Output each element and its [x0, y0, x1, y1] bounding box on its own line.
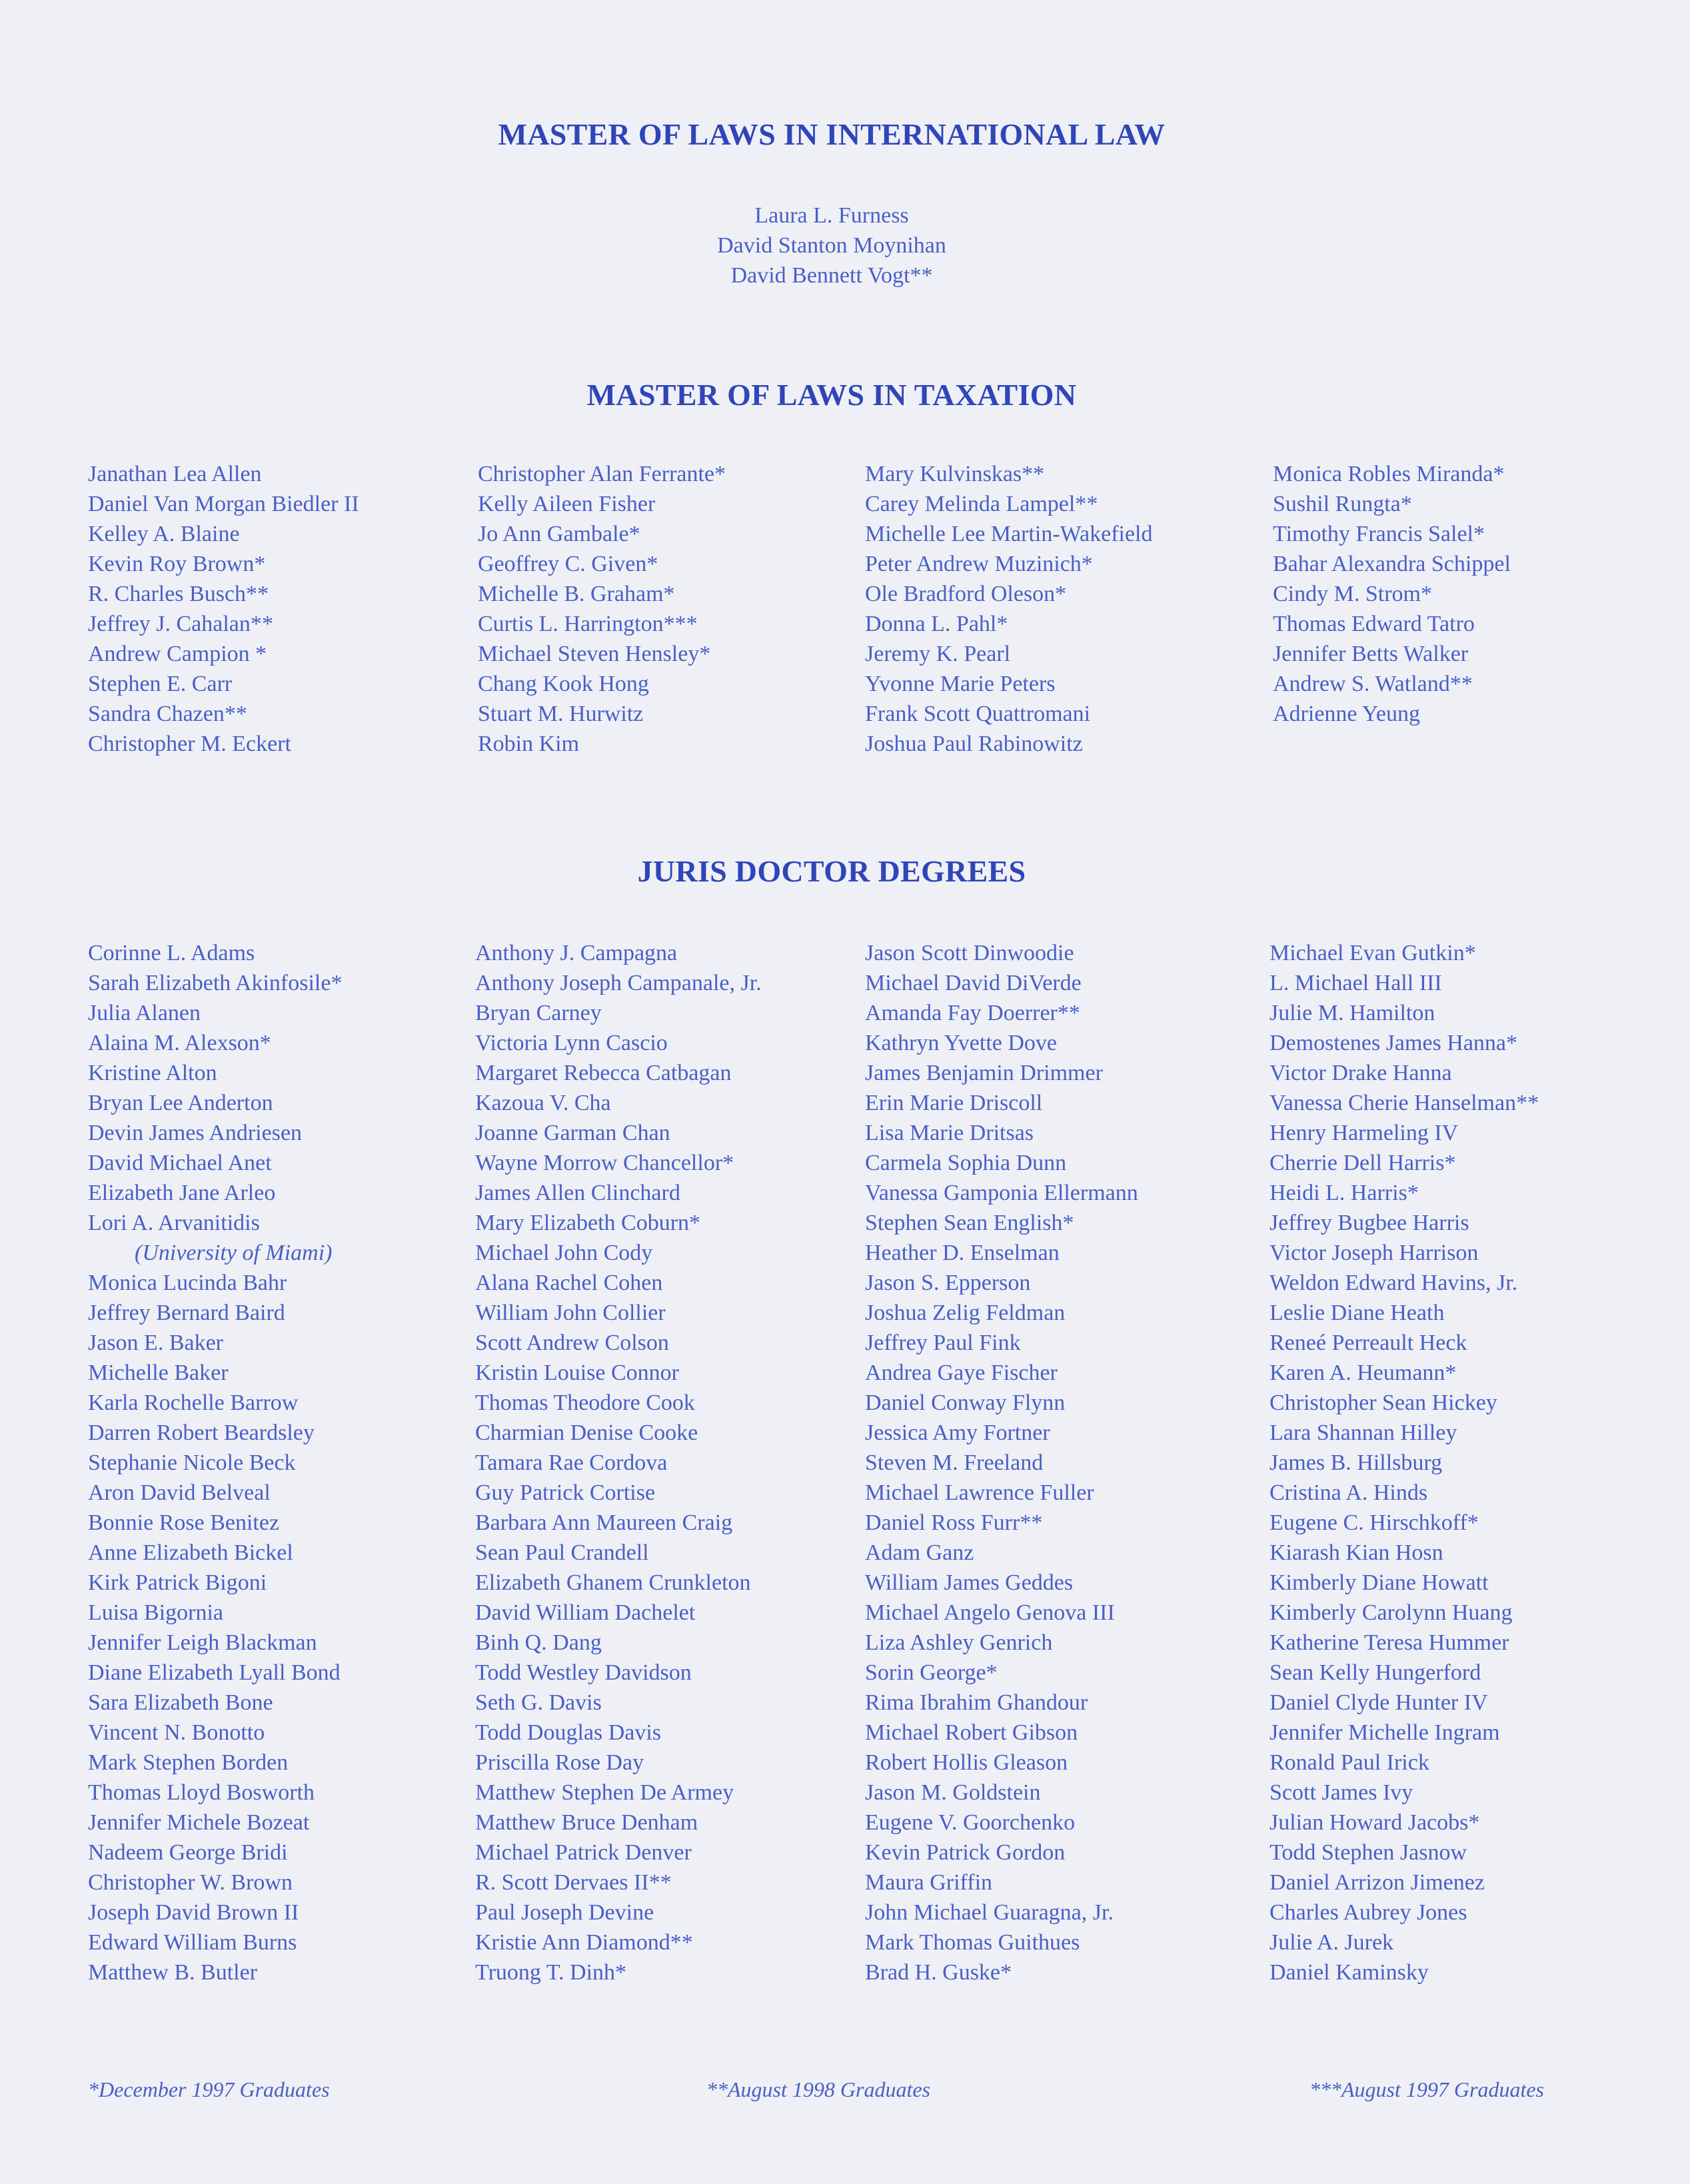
graduate-name: Jeffrey Bernard Baird: [88, 1301, 285, 1325]
graduate-name: Jessica Amy Fortner: [865, 1420, 1050, 1445]
graduate-name: Weldon Edward Havins, Jr.: [1269, 1271, 1518, 1295]
graduate-name: Sara Elizabeth Bone: [88, 1690, 273, 1715]
graduate-name: Janathan Lea Allen: [88, 462, 262, 486]
graduate-name: Guy Patrick Cortise: [475, 1480, 656, 1505]
graduate-name: Alana Rachel Cohen: [475, 1271, 663, 1295]
graduate-name: Eugene C. Hirschkoff*: [1269, 1510, 1479, 1535]
graduate-name: Katherine Teresa Hummer: [1269, 1630, 1509, 1655]
heading-juris-doctor: JURIS DOCTOR DEGREES: [637, 854, 1026, 888]
graduate-name: Tamara Rae Cordova: [475, 1450, 668, 1475]
graduate-name: Anthony Joseph Campanale, Jr.: [475, 971, 762, 995]
graduate-name: William John Collier: [475, 1301, 666, 1325]
graduate-name: Frank Scott Quattromani: [865, 702, 1091, 726]
graduate-name: Adam Ganz: [865, 1540, 974, 1565]
graduate-name: Seth G. Davis: [475, 1690, 602, 1715]
graduate-name: Reneé Perreault Heck: [1269, 1331, 1467, 1355]
graduate-name: Christopher Sean Hickey: [1269, 1390, 1497, 1415]
graduate-name: Amanda Fay Doerrer**: [865, 1001, 1080, 1025]
graduate-name: David Stanton Moynihan: [717, 233, 946, 258]
graduate-name: Mark Stephen Borden: [88, 1750, 289, 1775]
graduate-name: Cristina A. Hinds: [1269, 1480, 1428, 1505]
taxation-column-4: [1273, 459, 1511, 729]
graduate-name: Joseph David Brown II: [88, 1900, 299, 1925]
graduate-name: Victor Joseph Harrison: [1269, 1241, 1479, 1265]
graduate-name: Todd Douglas Davis: [475, 1720, 662, 1745]
graduate-school-note: (University of Miami): [135, 1241, 333, 1265]
graduate-name: Leslie Diane Heath: [1269, 1301, 1445, 1325]
graduate-name: Charmian Denise Cooke: [475, 1420, 698, 1445]
graduate-name: Thomas Edward Tatro: [1273, 612, 1475, 636]
graduate-name: Wayne Morrow Chancellor*: [475, 1151, 734, 1175]
graduate-name: Carey Melinda Lampel**: [865, 492, 1098, 516]
graduate-name: Brad H. Guske*: [865, 1960, 1012, 1985]
graduate-name: Vincent N. Bonotto: [88, 1720, 265, 1745]
footnote-august-1997: ***August 1997 Graduates: [1309, 2077, 1544, 2101]
graduate-name: Bryan Carney: [475, 1001, 602, 1025]
taxation-column-2: [478, 459, 726, 759]
graduate-name: Scott James Ivy: [1269, 1780, 1413, 1805]
graduate-name: Yvonne Marie Peters: [865, 672, 1056, 696]
graduate-name: Daniel Conway Flynn: [865, 1390, 1066, 1415]
graduate-name: Mark Thomas Guithues: [865, 1930, 1080, 1955]
graduate-name: Christopher M. Eckert: [88, 732, 291, 756]
graduate-name: Todd Stephen Jasnow: [1269, 1840, 1467, 1865]
graduate-name: Daniel Arrizon Jimenez: [1269, 1870, 1485, 1895]
graduate-name: Ronald Paul Irick: [1269, 1750, 1429, 1775]
jd-column-4: [1269, 938, 1539, 1987]
graduate-name: Nadeem George Bridi: [88, 1840, 288, 1865]
graduate-name: Stuart M. Hurwitz: [478, 702, 644, 726]
graduate-name: Robin Kim: [478, 732, 580, 756]
graduate-name: Thomas Lloyd Bosworth: [88, 1780, 315, 1805]
graduate-name: Henry Harmeling IV: [1269, 1121, 1459, 1145]
jd-column-1: [88, 938, 342, 1987]
graduate-name: James Allen Clinchard: [475, 1181, 680, 1205]
graduate-name: Michael Lawrence Fuller: [865, 1480, 1094, 1505]
graduate-name: Michael Robert Gibson: [865, 1720, 1078, 1745]
graduate-name: Kiarash Kian Hosn: [1269, 1540, 1443, 1565]
graduate-name: Paul Joseph Devine: [475, 1900, 654, 1925]
graduate-name: Jennifer Betts Walker: [1273, 642, 1469, 666]
graduate-name: Andrea Gaye Fischer: [865, 1361, 1058, 1385]
graduate-name: Cherrie Dell Harris*: [1269, 1151, 1456, 1175]
graduate-name: Timothy Francis Salel*: [1273, 522, 1485, 546]
footnote-august-1998: **August 1998 Graduates: [706, 2077, 930, 2101]
graduate-name: Eugene V. Goorchenko: [865, 1810, 1076, 1835]
graduate-name: Kazoua V. Cha: [475, 1091, 611, 1115]
graduate-name: Rima Ibrahim Ghandour: [865, 1690, 1088, 1715]
graduate-name: Alaina M. Alexson*: [88, 1031, 271, 1055]
graduate-name: Sandra Chazen**: [88, 702, 247, 726]
graduate-name: Kathryn Yvette Dove: [865, 1031, 1058, 1055]
graduate-name: R. Scott Dervaes II**: [475, 1870, 672, 1895]
graduate-name: R. Charles Busch**: [88, 582, 269, 606]
graduate-name: Kirk Patrick Bigoni: [88, 1570, 267, 1595]
graduate-name: Vanessa Gamponia Ellermann: [865, 1181, 1138, 1205]
graduate-name: Jason E. Baker: [88, 1331, 224, 1355]
graduate-name: William James Geddes: [865, 1570, 1074, 1595]
graduate-name: Kimberly Carolynn Huang: [1269, 1600, 1513, 1625]
graduate-name: David Michael Anet: [88, 1151, 272, 1175]
graduate-name: Karla Rochelle Barrow: [88, 1390, 299, 1415]
graduate-name: Heather D. Enselman: [865, 1241, 1060, 1265]
graduate-name: Sean Paul Crandell: [475, 1540, 649, 1565]
graduate-name: Joshua Paul Rabinowitz: [865, 732, 1083, 756]
graduate-name: Michelle Baker: [88, 1361, 229, 1385]
graduate-name: Heidi L. Harris*: [1269, 1181, 1419, 1205]
graduate-name: Bahar Alexandra Schippel: [1273, 552, 1511, 576]
graduate-name: Kristine Alton: [88, 1061, 217, 1085]
graduate-name: Thomas Theodore Cook: [475, 1390, 695, 1415]
graduate-name: Stephen E. Carr: [88, 672, 233, 696]
graduate-name: Michelle B. Graham*: [478, 582, 675, 606]
graduate-name: Michael Steven Hensley*: [478, 642, 711, 666]
graduate-name: Elizabeth Ghanem Crunkleton: [475, 1570, 751, 1595]
graduate-name: Luisa Bigornia: [88, 1600, 224, 1625]
graduate-name: Christopher W. Brown: [88, 1870, 293, 1895]
graduate-name: Jennifer Leigh Blackman: [88, 1630, 317, 1655]
graduate-name: Sorin George*: [865, 1660, 998, 1685]
graduate-name: Mary Elizabeth Coburn*: [475, 1211, 701, 1235]
graduate-name: Bryan Lee Anderton: [88, 1091, 273, 1115]
graduate-name: Jeffrey J. Cahalan**: [88, 612, 273, 636]
graduate-name: Matthew B. Butler: [88, 1960, 258, 1985]
llm-international-list: [0, 201, 1663, 290]
graduate-name: Jeremy K. Pearl: [865, 642, 1011, 666]
graduate-name: Truong T. Dinh*: [475, 1960, 627, 1985]
graduate-name: Erin Marie Driscoll: [865, 1091, 1043, 1115]
graduate-name: Aron David Belveal: [88, 1480, 271, 1505]
graduate-name: Mary Kulvinskas**: [865, 462, 1045, 486]
graduate-name: Michael Angelo Genova III: [865, 1600, 1115, 1625]
graduate-name: Binh Q. Dang: [475, 1630, 602, 1655]
graduate-name: Stephanie Nicole Beck: [88, 1450, 296, 1475]
graduate-name: Anne Elizabeth Bickel: [88, 1540, 293, 1565]
graduate-name: Vanessa Cherie Hanselman**: [1269, 1091, 1539, 1115]
graduate-name: Julie M. Hamilton: [1269, 1001, 1435, 1025]
graduate-name: Joanne Garman Chan: [475, 1121, 670, 1145]
graduate-name: Stephen Sean English*: [865, 1211, 1074, 1235]
graduate-name: Laura L. Furness: [754, 203, 909, 228]
graduate-name: Geoffrey C. Given*: [478, 552, 658, 576]
graduate-name: Maura Griffin: [865, 1870, 993, 1895]
graduate-name: Michael David DiVerde: [865, 971, 1082, 995]
graduate-name: Daniel Van Morgan Biedler II: [88, 492, 359, 516]
graduate-name: James Benjamin Drimmer: [865, 1061, 1103, 1085]
graduate-name: Adrienne Yeung: [1273, 702, 1420, 726]
graduate-name: L. Michael Hall III: [1269, 971, 1442, 995]
graduate-name: Jennifer Michele Bozeat: [88, 1810, 310, 1835]
graduate-name: Robert Hollis Gleason: [865, 1750, 1068, 1775]
graduate-name: Devin James Andriesen: [88, 1121, 303, 1145]
graduate-name: Curtis L. Harrington***: [478, 612, 698, 636]
graduate-name: Karen A. Heumann*: [1269, 1361, 1457, 1385]
graduate-name: Anthony J. Campagna: [475, 941, 678, 965]
graduate-name: John Michael Guaragna, Jr.: [865, 1900, 1114, 1925]
graduate-name: Kelley A. Blaine: [88, 522, 240, 546]
graduate-name: Julia Alanen: [88, 1001, 201, 1025]
graduate-name: Sushil Rungta*: [1273, 492, 1412, 516]
jd-column-3: [865, 938, 1138, 1987]
graduate-name: David Bennett Vogt**: [730, 263, 933, 288]
graduate-name: Jeffrey Bugbee Harris: [1269, 1211, 1469, 1235]
graduate-name: Matthew Stephen De Armey: [475, 1780, 734, 1805]
graduate-name: Liza Ashley Genrich: [865, 1630, 1053, 1655]
graduate-name: David William Dachelet: [475, 1600, 696, 1625]
graduate-name: Barbara Ann Maureen Craig: [475, 1510, 733, 1535]
graduate-name: Victor Drake Hanna: [1269, 1061, 1452, 1085]
graduate-name: Daniel Clyde Hunter IV: [1269, 1690, 1488, 1715]
graduate-name: Bonnie Rose Benitez: [88, 1510, 280, 1535]
graduate-name: Joshua Zelig Feldman: [865, 1301, 1066, 1325]
graduate-name: Michael John Cody: [475, 1241, 653, 1265]
graduate-name: Andrew S. Watland**: [1273, 672, 1473, 696]
graduate-name: Lori A. Arvanitidis: [88, 1211, 260, 1235]
graduate-name: Daniel Kaminsky: [1269, 1960, 1429, 1985]
graduate-name: Charles Aubrey Jones: [1269, 1900, 1467, 1925]
graduate-name: Michelle Lee Martin-Wakefield: [865, 522, 1153, 546]
graduate-name: Carmela Sophia Dunn: [865, 1151, 1067, 1175]
graduate-name: Cindy M. Strom*: [1273, 582, 1432, 606]
graduate-name: Kevin Roy Brown*: [88, 552, 266, 576]
graduate-name: Edward William Burns: [88, 1930, 297, 1955]
graduate-name: Diane Elizabeth Lyall Bond: [88, 1660, 341, 1685]
graduate-name: Sarah Elizabeth Akinfosile*: [88, 971, 343, 995]
graduate-name: Jo Ann Gambale*: [478, 522, 640, 546]
graduate-name: Lisa Marie Dritsas: [865, 1121, 1034, 1145]
graduate-name: Victoria Lynn Cascio: [475, 1031, 668, 1055]
heading-llm-international: MASTER OF LAWS IN INTERNATIONAL LAW: [498, 117, 1166, 151]
graduate-name: Christopher Alan Ferrante*: [478, 462, 726, 486]
graduate-name: Lara Shannan Hilley: [1269, 1420, 1457, 1445]
graduate-name: Kelly Aileen Fisher: [478, 492, 656, 516]
graduate-name: Steven M. Freeland: [865, 1450, 1044, 1475]
graduate-name: James B. Hillsburg: [1269, 1450, 1443, 1475]
graduate-name: Peter Andrew Muzinich*: [865, 552, 1093, 576]
graduate-name: Michael Evan Gutkin*: [1269, 941, 1476, 965]
graduate-name: Andrew Campion *: [88, 642, 267, 666]
graduate-name: Julian Howard Jacobs*: [1269, 1810, 1480, 1835]
graduate-name: Chang Kook Hong: [478, 672, 649, 696]
graduate-name: Corinne L. Adams: [88, 941, 255, 965]
jd-column-2: [475, 938, 762, 1987]
graduate-name: Demostenes James Hanna*: [1269, 1031, 1518, 1055]
graduate-name: Priscilla Rose Day: [475, 1750, 644, 1775]
graduate-name: Ole Bradford Oleson*: [865, 582, 1067, 606]
graduate-name: Jennifer Michelle Ingram: [1269, 1720, 1500, 1745]
graduate-name: Jason Scott Dinwoodie: [865, 941, 1074, 965]
graduate-name: Julie A. Jurek: [1269, 1930, 1394, 1955]
footnote-december-1997: *December 1997 Graduates: [88, 2077, 330, 2101]
graduate-name: Sean Kelly Hungerford: [1269, 1660, 1481, 1685]
graduate-name: Kristin Louise Connor: [475, 1361, 679, 1385]
graduate-name: Kristie Ann Diamond**: [475, 1930, 693, 1955]
graduate-name: Margaret Rebecca Catbagan: [475, 1061, 732, 1085]
graduate-name: Jason S. Epperson: [865, 1271, 1031, 1295]
graduate-name: Michael Patrick Denver: [475, 1840, 692, 1865]
graduate-name: Todd Westley Davidson: [475, 1660, 692, 1685]
graduate-name: Kimberly Diane Howatt: [1269, 1570, 1489, 1595]
taxation-column-1: [88, 459, 359, 759]
graduate-name: Jeffrey Paul Fink: [865, 1331, 1021, 1355]
heading-llm-taxation: MASTER OF LAWS IN TAXATION: [586, 378, 1077, 412]
graduate-name: Monica Robles Miranda*: [1273, 462, 1505, 486]
graduate-name: Jason M. Goldstein: [865, 1780, 1041, 1805]
graduate-name: Scott Andrew Colson: [475, 1331, 669, 1355]
graduate-name: Kevin Patrick Gordon: [865, 1840, 1066, 1865]
graduate-name: Daniel Ross Furr**: [865, 1510, 1043, 1535]
graduate-name: Elizabeth Jane Arleo: [88, 1181, 276, 1205]
taxation-column-3: [865, 459, 1153, 759]
graduate-name: Monica Lucinda Bahr: [88, 1271, 287, 1295]
graduate-name: Matthew Bruce Denham: [475, 1810, 698, 1835]
graduate-name: Darren Robert Beardsley: [88, 1420, 315, 1445]
graduate-name: Donna L. Pahl*: [865, 612, 1008, 636]
